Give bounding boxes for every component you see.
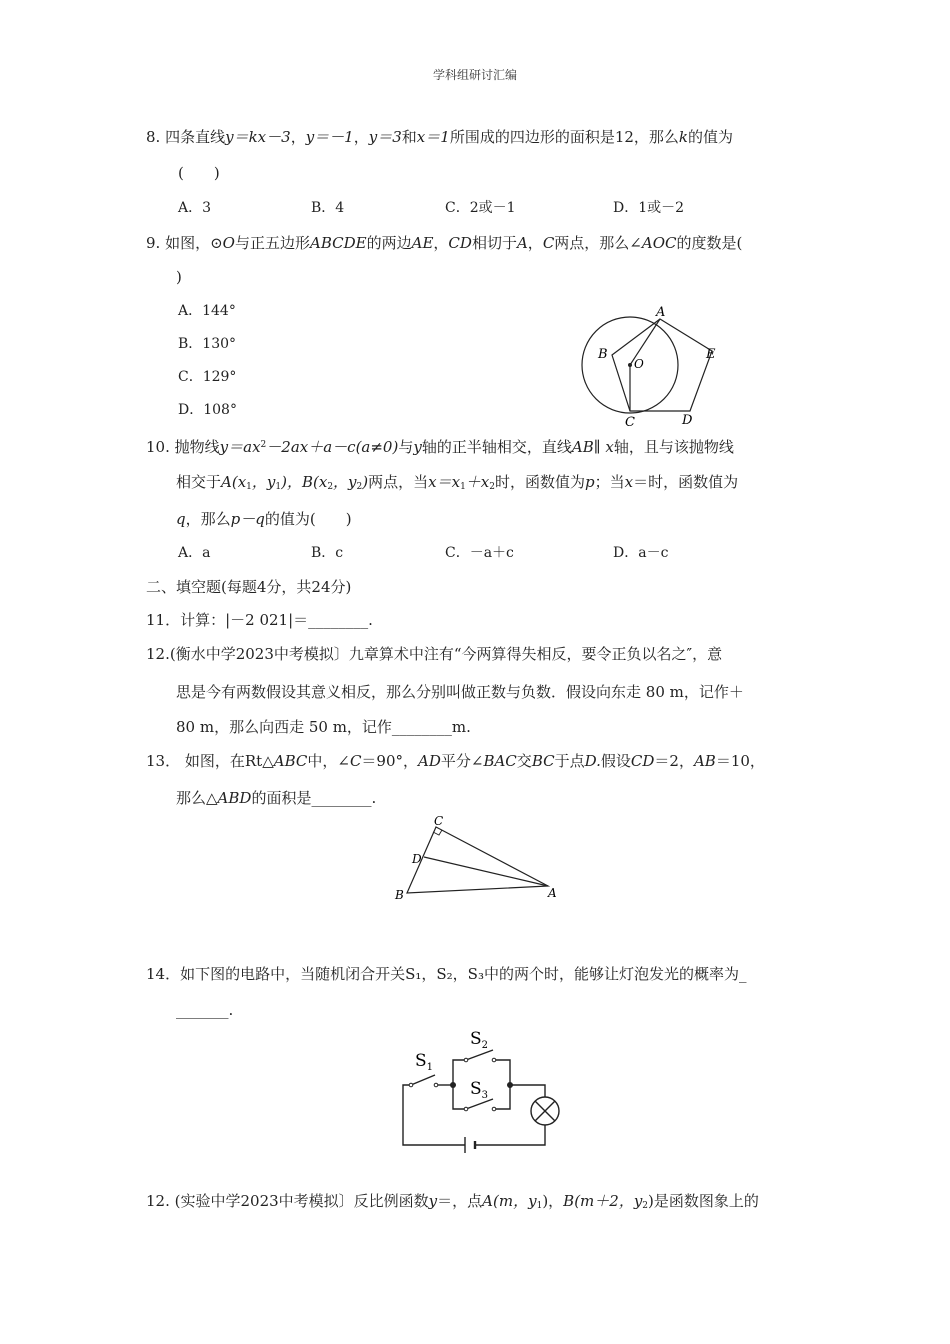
question-13	[146, 751, 765, 771]
question-12-second	[146, 1191, 759, 1216]
wire-bottom-right	[475, 1125, 545, 1145]
label-d: D	[682, 413, 693, 428]
contact	[464, 1107, 468, 1111]
question-text-line2: _______.	[176, 1001, 234, 1019]
option-d[interactable]: D．108°	[178, 402, 237, 418]
contact	[492, 1058, 496, 1062]
option-d[interactable]: D．1或－2	[613, 200, 685, 216]
wire-lower-right	[495, 1085, 510, 1109]
junction-dot	[507, 1082, 513, 1088]
switch-s2-blade	[466, 1050, 493, 1060]
question-8	[146, 127, 733, 147]
label-b: B	[598, 347, 608, 362]
question-text-line1: (衡水中学2023中考模拟〕九章算术中注有“今两算得失相反，要令正负以名之″，意	[169, 645, 723, 663]
page-header: 学科组研讨汇编	[432, 68, 517, 82]
option-c[interactable]: C．－a＋c	[445, 545, 514, 561]
option-b[interactable]: B．4	[311, 200, 345, 216]
label-a: A	[548, 886, 557, 900]
question-number: 8.	[146, 128, 161, 146]
option-b[interactable]: B．c	[311, 545, 344, 561]
label-s1: $S_1$	[415, 1051, 434, 1073]
question-9	[146, 233, 742, 253]
question-text: 四条直线y＝kx－3，y＝－1，y＝3和x＝1所围成的四边形的面积是12，那么k的值为	[165, 128, 734, 146]
answer-paren: ( )	[178, 164, 220, 182]
label-b: B	[395, 888, 404, 902]
pentagon-abcde	[612, 319, 712, 411]
contact	[492, 1107, 496, 1111]
option-c[interactable]: C．129°	[178, 369, 237, 385]
label-c: C	[434, 815, 444, 828]
label-e: E	[706, 347, 716, 362]
option-d[interactable]: D．a－c	[613, 545, 669, 561]
contact	[464, 1058, 468, 1062]
question-14	[146, 964, 746, 984]
question-text: (实验中学2023中考模拟〕反比例函数y＝，点A(m，$y_1$)，B(m＋2，$y_2$)是函数图象上的	[174, 1192, 759, 1211]
contact	[409, 1083, 413, 1087]
segment-ad	[424, 857, 548, 886]
contact	[434, 1083, 438, 1087]
circuit-figure	[395, 1022, 570, 1157]
question-number: 12.	[146, 645, 170, 663]
switch-s3-blade	[466, 1099, 493, 1109]
option-c[interactable]: C．2或－1	[445, 200, 516, 216]
option-b[interactable]: B．130°	[178, 336, 237, 352]
option-a[interactable]: A．a	[178, 545, 211, 561]
wire-lower-left	[453, 1085, 466, 1109]
question-text: 计算：|－2 021|＝________.	[180, 611, 373, 629]
question-10	[146, 435, 734, 457]
option-a[interactable]: A．3	[178, 200, 212, 216]
question-text-line1: 如下图的电路中，当随机闭合开关S₁，S₂，S₃中的两个时，能够让灯泡发光的概率为_	[180, 965, 747, 983]
label-s3: $S_3$	[470, 1079, 489, 1101]
pentagon-circle-figure	[575, 300, 735, 435]
wire-upper-left	[453, 1060, 466, 1085]
label-s2: $S_2$	[470, 1029, 489, 1051]
wire-left-bottom	[403, 1085, 465, 1145]
question-11	[146, 610, 373, 630]
question-text-line1: 抛物线$y=ax^2-2ax+a-c(a\ne 0)$与y轴的正半轴相交，直线AB∥ x轴，且与该抛物线	[174, 438, 734, 456]
question-text-line2: 那么△ABD的面积是________.	[176, 789, 377, 807]
question-number: 11．	[146, 611, 181, 629]
label-c: C	[625, 415, 635, 430]
wire-upper-right	[495, 1060, 510, 1085]
wire-to-lamp	[510, 1085, 545, 1097]
option-a[interactable]: A．144°	[178, 303, 236, 319]
question-number: 12.	[146, 1192, 170, 1210]
point-o	[628, 363, 632, 367]
question-number: 9.	[146, 234, 161, 252]
question-number: 10.	[146, 438, 170, 456]
question-text-line2: 相交于$A(x_1$，$y_1$)，$B(x_2$，$y_2$)两点，当$x=x_1+x_2$时，函数值为p；当x＝时，函数值为	[176, 473, 739, 492]
junction-dot	[450, 1082, 456, 1088]
question-text-line1: 如图，在Rt△ABC中，∠C＝90°，AD平分∠BAC交BC于点D.假设CD＝2，AB＝10，	[184, 752, 765, 770]
question-text: 如图，⊙O与正五边形ABCDE的两边AE，CD相切于A，C两点，那么∠AOC的度数是(	[165, 234, 743, 252]
label-o: O	[634, 357, 644, 371]
label-d: D	[412, 852, 422, 866]
triangle-abc	[407, 827, 548, 893]
question-12	[146, 644, 722, 664]
question-text-line3: q，那么p－q的值为( )	[176, 510, 352, 528]
question-text-line3: 80 m，那么向西走 50 m，记作________m.	[176, 718, 471, 736]
triangle-figure	[390, 815, 570, 905]
label-a: A	[656, 305, 666, 320]
question-text-line2: 思是今有两数假设其意义相反，那么分别叫做正数与负数．假设向东走 80 m，记作＋	[176, 683, 744, 701]
question-number: 13．	[146, 752, 181, 770]
switch-s1-blade	[411, 1075, 435, 1085]
section-title: 二、填空题(每题4分，共24分)	[146, 578, 352, 596]
answer-paren: )	[176, 268, 182, 286]
question-number: 14．	[146, 965, 181, 983]
